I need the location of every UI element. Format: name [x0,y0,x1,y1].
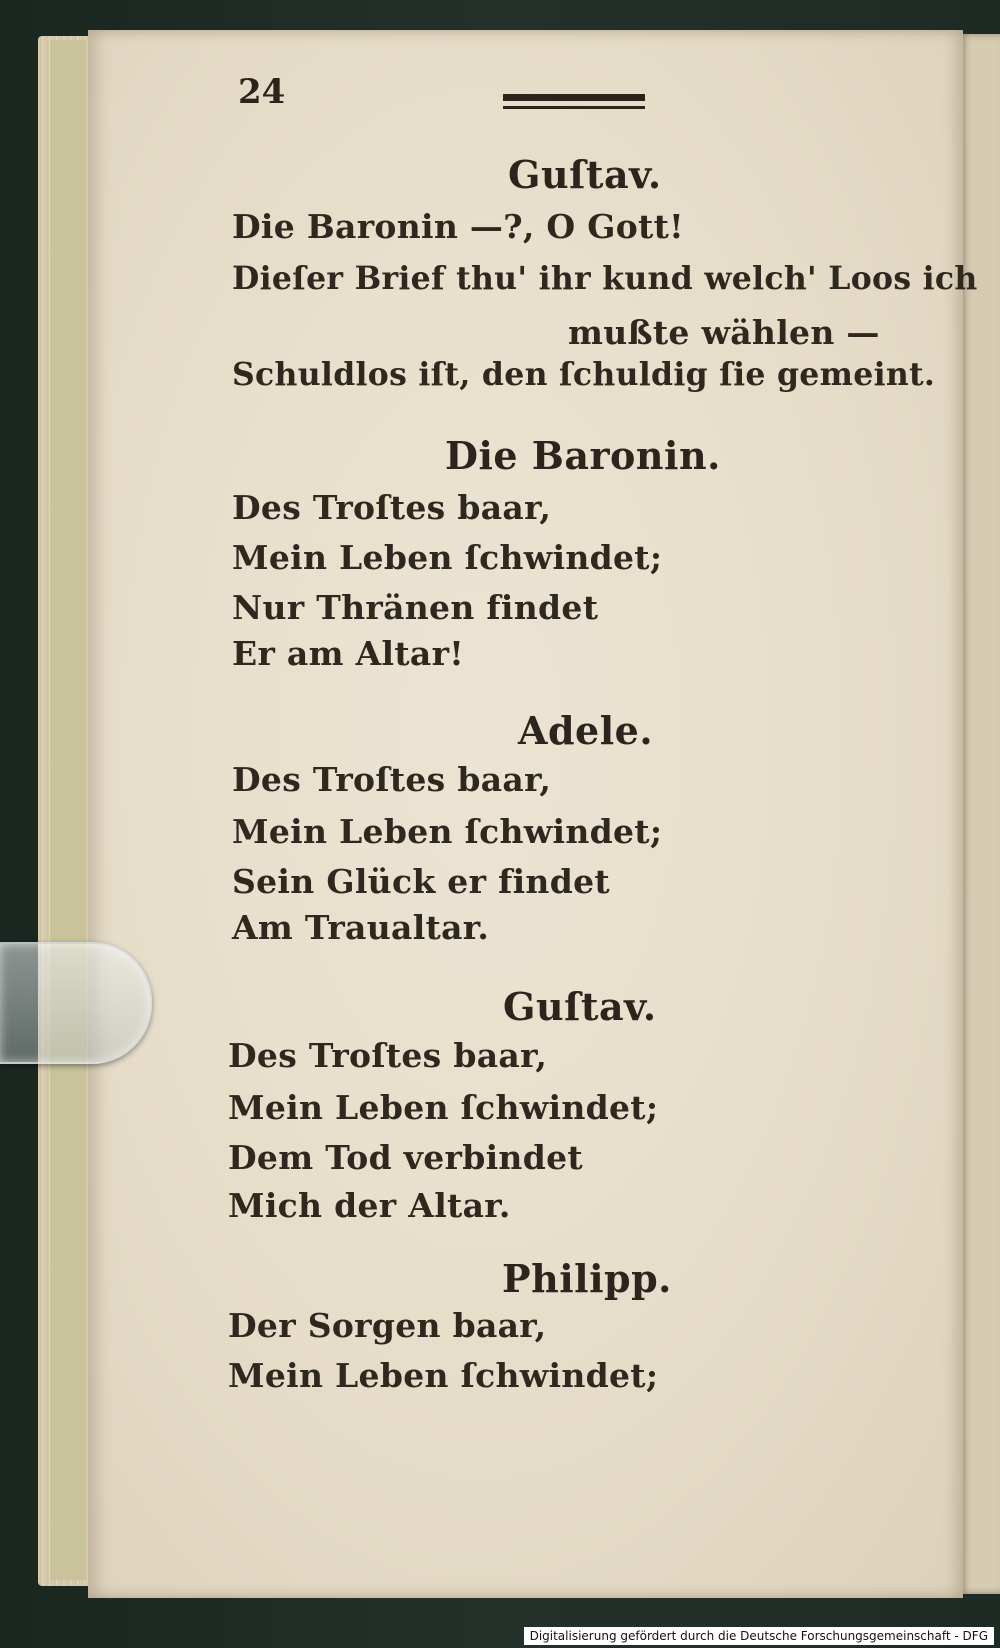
verse-line: Mein Leben ſchwindet; [228,1088,659,1127]
digitization-credit: Digitalisierung gefördert durch die Deutsche Forschungsgemeinschaft - DFG [524,1627,994,1645]
verse-line: Mein Leben ſchwindet; [232,812,663,851]
verse-line: Die Baronin —?, O Gott! [232,207,684,246]
verse-line: Dieſer Brief thu' ihr kund welch' Loos ich [232,260,978,297]
verse-line: mußte wählen — [568,313,880,352]
speaker-name: Philipp. [502,1256,672,1301]
verse-line: Mein Leben ſchwindet; [232,538,663,577]
verse-line: Dem Tod verbindet [228,1138,583,1177]
header-rule [503,94,645,101]
verse-line: Mein Leben ſchwindet; [228,1356,659,1395]
speaker-name: Die Baronin. [445,433,721,478]
page-number: 24 [238,72,286,112]
verse-line: Der Sorgen baar, [228,1306,547,1345]
page-edge [50,40,86,1580]
verse-line: Schuldlos iſt, den ſchuldig ſie gemeint. [232,356,936,393]
speaker-name: Guſtav. [503,984,657,1029]
verse-line: Er am Altar! [232,634,465,673]
verse-line: Sein Glück er findet [232,862,610,901]
verse-line: Am Traualtar. [232,908,490,947]
verse-line: Nur Thränen findet [232,588,599,627]
verse-line: Des Troſtes baar, [228,1036,548,1075]
page-clip [0,942,152,1064]
verse-line: Des Troſtes baar, [232,760,552,799]
speaker-name: Adele. [518,708,654,753]
speaker-name: Guſtav. [508,152,662,197]
verse-line: Des Troſtes baar, [232,488,552,527]
verse-line: Mich der Altar. [228,1186,511,1225]
header-rule-thin [503,106,645,109]
